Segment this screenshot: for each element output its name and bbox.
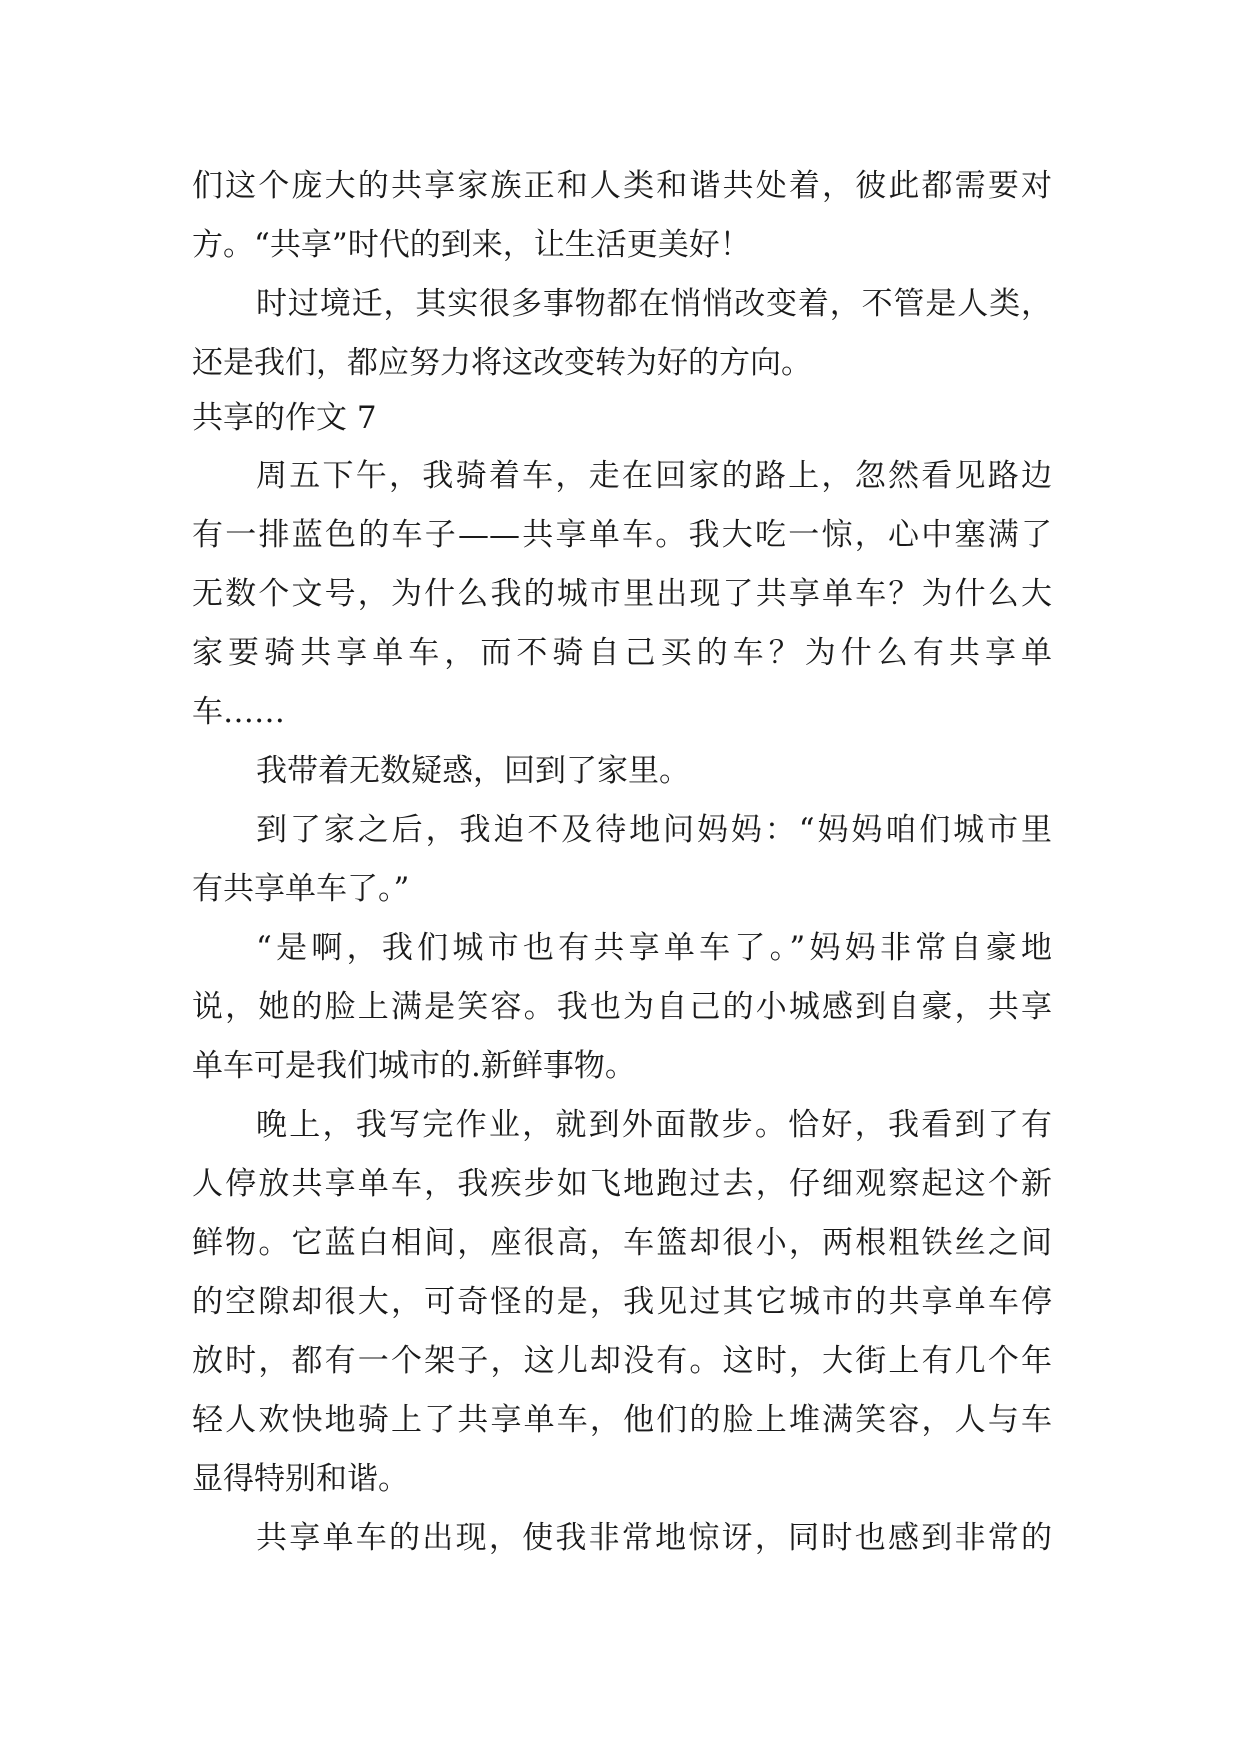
text-line: 说，她的脸上满是笑容。我也为自己的小城感到自豪，共享 — [192, 989, 1052, 1025]
text-line: “是啊，我们城市也有共享单车了。”妈妈非常自豪地 — [256, 930, 1052, 966]
text-line: 的空隙却很大，可奇怪的是，我见过其它城市的共享单车停 — [192, 1284, 1052, 1320]
text-line: 显得特别和谐。 — [192, 1461, 409, 1497]
text-line: 有一排蓝色的车子——共享单车。我大吃一惊，心中塞满了 — [192, 517, 1052, 553]
text-line: 还是我们，都应努力将这改变转为好的方向。 — [192, 345, 812, 381]
text-line: 人停放共享单车，我疾步如飞地跑过去，仔细观察起这个新 — [192, 1166, 1052, 1202]
text-line: 共享单车的出现，使我非常地惊讶，同时也感到非常的 — [256, 1520, 1052, 1556]
section-heading: 共享的作文 7 — [192, 400, 377, 436]
text-line: 们这个庞大的共享家族正和人类和谐共处着，彼此都需要对 — [192, 168, 1052, 204]
text-line: 鲜物。它蓝白相间，座很高，车篮却很小，两根粗铁丝之间 — [192, 1225, 1052, 1261]
text-line: 车…… — [192, 694, 285, 730]
text-line: 我带着无数疑惑，回到了家里。 — [256, 753, 690, 789]
text-line: 放时，都有一个架子，这儿却没有。这时，大街上有几个年 — [192, 1343, 1052, 1379]
text-line: 时过境迁，其实很多事物都在悄悄改变着，不管是人类， — [256, 286, 1052, 322]
text-line: 无数个文号，为什么我的城市里出现了共享单车？为什么大 — [192, 576, 1052, 612]
text-line: 有共享单车了。” — [192, 871, 410, 907]
text-line: 方。“共享”时代的到来，让生活更美好！ — [192, 227, 751, 263]
text-line: 轻人欢快地骑上了共享单车，他们的脸上堆满笑容，人与车 — [192, 1402, 1052, 1438]
text-line: 单车可是我们城市的.新鲜事物。 — [192, 1048, 636, 1084]
text-line: 周五下午，我骑着车，走在回家的路上，忽然看见路边 — [256, 458, 1052, 494]
text-line: 晚上，我写完作业，就到外面散步。恰好，我看到了有 — [256, 1107, 1052, 1143]
text-line: 家要骑共享单车，而不骑自己买的车？为什么有共享单 — [192, 635, 1052, 671]
text-line: 到了家之后，我迫不及待地问妈妈：“妈妈咱们城市里 — [256, 812, 1052, 848]
